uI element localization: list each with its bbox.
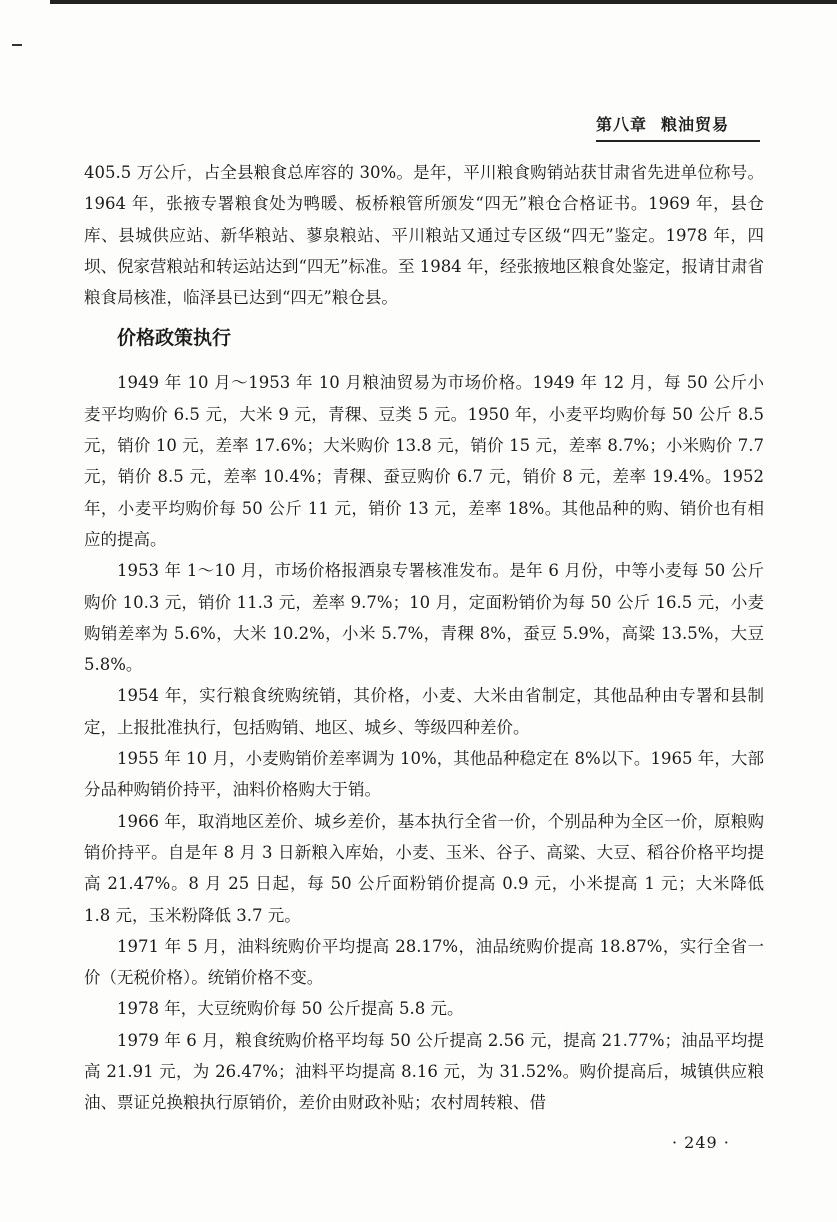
paragraph: 1971 年 5 月，油料统购价平均提高 28.17%，油品统购价提高 18.87%，实行全省一价（无税价格）。统销价格不变。: [84, 936, 764, 988]
scan-edge: [50, 0, 837, 4]
scan-mark: [12, 44, 22, 46]
paragraph: 1954 年，实行粮食统购统销，其价格，小麦、大米由省制定，其他品种由专署和县制定，上报批准执行，包括购销、地区、城乡、等级四种差价。: [84, 686, 764, 737]
paragraph: 1955 年 10 月，小麦购销价差率调为 10%，其他品种稳定在 8%以下。1965 年，大部分品种购销价持平，油料价格购大于销。: [84, 749, 764, 800]
paragraph: 405.5 万公斤，占全县粮食总库容的 30%。是年，平川粮食购销站获甘肃省先进单位称号。1964 年，张掖专署粮食处为鸭暖、板桥粮管所颁发“四无”粮仓合格证书。1969 年，县仓库、县城供应站、新华粮站、蓼泉粮站、平川粮站又通过专区级“四无”鉴定。1978 年，四坝、倪家营粮站和转运站达到“四无”标准。至 1984 年，经张掖地区粮食处鉴定，报请甘肃省粮食局核准，临泽县已达到“四无”粮仓县。: [84, 163, 764, 308]
paragraph: 1978 年，大豆统购价每 50 公斤提高 5.8 元。: [117, 999, 464, 1019]
paragraph: 1949 年 10 月～1953 年 10 月粮油贸易为市场价格。1949 年 12 月，每 50 公斤小麦平均购价 6.5 元，大米 9 元，青稞、豆类 5 元。1950 年，小麦平均购价每 50 公斤 8.5 元，销价 10 元，差率 17.6%；大米购价 13.8 元，销价 15 元，差率 8.7%；小米购价 7.7 元，销价 8.5 元，差率 10.4%；青稞、蚕豆购价 6.7 元，销价 8 元，差率 19.4%。1952 年，小麦平均购价每 50 公斤 11 元，销价 13 元，差率 18%。其他品种的购、销价也有相应的提高。: [84, 373, 764, 549]
page-body: [84, 157, 764, 1119]
chapter-number: 第八章: [596, 115, 648, 134]
paragraph: 1953 年 1～10 月，市场价格报酒泉专署核准发布。是年 6 月份，中等小麦每 50 公斤购价 10.3 元，销价 11.3 元，差率 9.7%；10 月，定面粉销价为每 50 公斤 16.5 元，小麦购销差率为 5.6%，大米 10.2%，小米 5.7%，青稞 8%，蚕豆 5.9%，高粱 13.5%，大豆 5.8%。: [84, 561, 764, 675]
paragraph: 1979 年 6 月，粮食统购价格平均每 50 公斤提高 2.56 元，提高 21.77%；油品平均提高 21.91 元，为 26.47%；油料平均提高 8.16 元，为 31.52%。购价提高后，城镇供应粮油、票证兑换粮执行原销价，差价由财政补贴；农村周转粮、借: [84, 1030, 764, 1113]
chapter-header: [596, 112, 760, 142]
page-number: · 249 ·: [672, 1133, 730, 1152]
paragraph: 1966 年，取消地区差价、城乡差价，基本执行全省一价，个别品种为全区一价，原粮购销价持平。自是年 8 月 3 日新粮入库始，小麦、玉米、谷子、高粱、大豆、稻谷价格平均提高 21.47%。8 月 25 日起，每 50 公斤面粉销价提高 0.9 元，小米提高 1 元；大米降低 1.8 元，玉米粉降低 3.7 元。: [84, 811, 764, 925]
section-title: 价格政策执行: [117, 327, 232, 350]
chapter-title: 粮油贸易: [661, 115, 730, 134]
